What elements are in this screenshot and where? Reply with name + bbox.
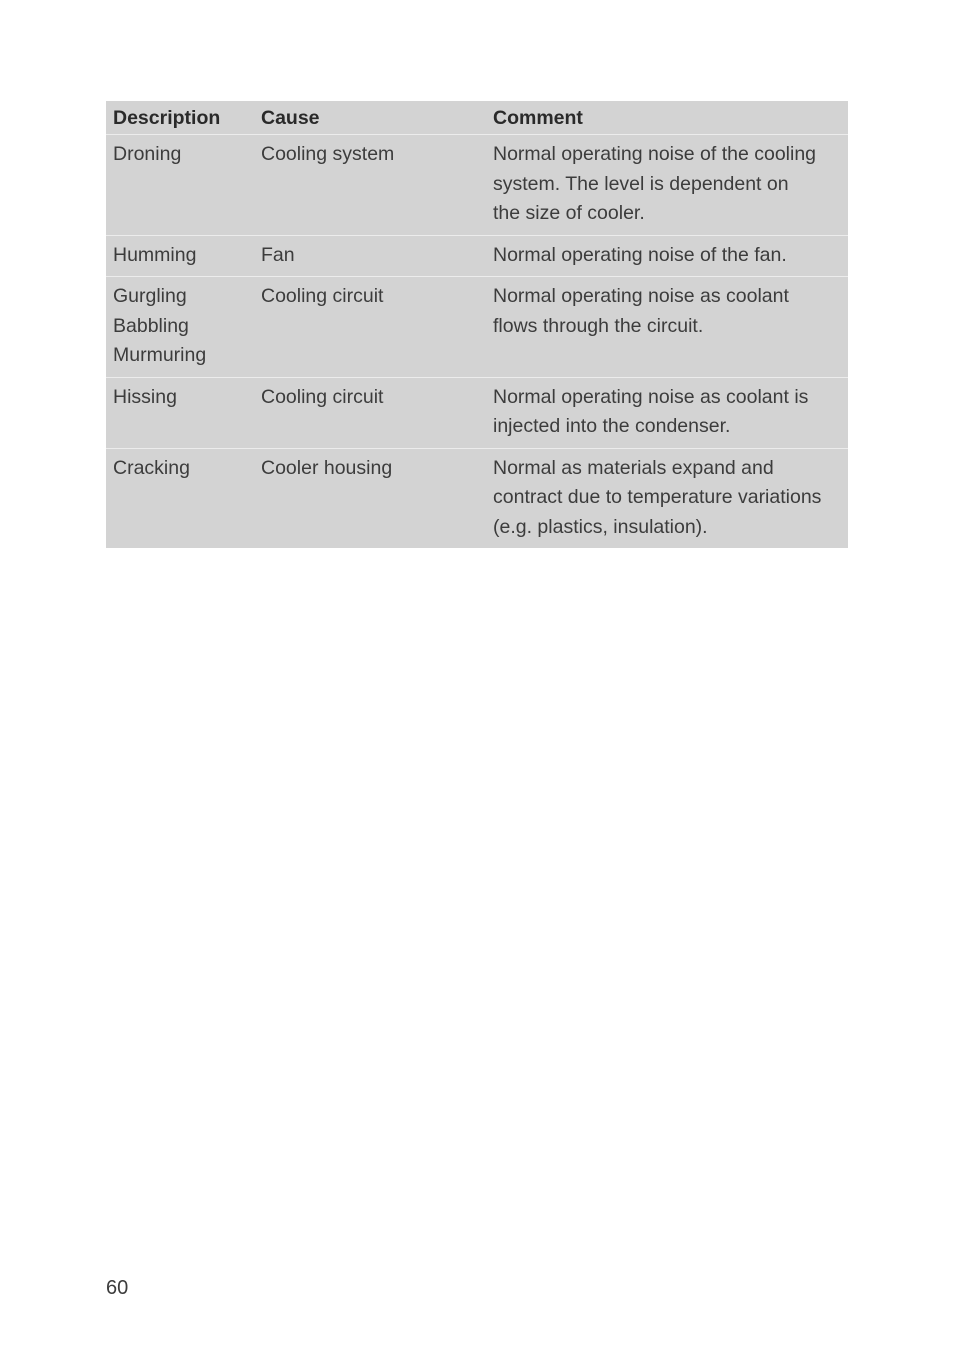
noise-table	[106, 101, 848, 548]
comment-line: injected into the condenser.	[493, 415, 731, 437]
comment-cell	[486, 448, 848, 548]
table-row	[106, 377, 848, 448]
description-line: Droning	[113, 143, 182, 165]
cause-cell: Cooling circuit	[254, 377, 486, 448]
description-line: Cracking	[113, 456, 190, 479]
table-row	[106, 135, 848, 236]
comment-line: (e.g. plastics, insulation).	[493, 515, 708, 538]
table-header-row	[106, 101, 848, 135]
header-comment: Comment	[486, 101, 848, 135]
description-cell	[106, 277, 254, 378]
header-cause: Cause	[254, 101, 486, 135]
description-line: Hissing	[113, 385, 177, 408]
header-description: Description	[106, 101, 254, 135]
cause-cell: Cooler housing	[261, 456, 393, 479]
comment-line: system. The level is dependent on	[493, 172, 789, 195]
comment-line: Normal operating noise as coolant is	[493, 385, 809, 408]
table-row	[106, 448, 848, 548]
cause-cell: Fan	[254, 235, 486, 277]
description-line: Humming	[113, 243, 197, 266]
description-cell	[106, 135, 254, 236]
comment-line: Normal operating noise of the cooling	[493, 143, 817, 165]
page-number: 60	[106, 1277, 129, 1299]
table-row	[106, 277, 848, 378]
comment-line: the size of cooler.	[493, 202, 645, 224]
description-line: Gurgling	[113, 285, 187, 307]
comment-line: Normal operating noise of the fan.	[493, 243, 787, 266]
description-cell	[106, 448, 254, 548]
cause-cell: Cooling circuit	[254, 277, 486, 378]
table-row	[106, 235, 848, 277]
description-cell	[106, 377, 254, 448]
description-line: Babbling	[113, 314, 189, 337]
description-cell	[106, 235, 254, 277]
description-line: Murmuring	[113, 344, 207, 366]
comment-line: Normal as materials expand and	[493, 456, 774, 479]
comment-line: Normal operating noise as coolant	[493, 285, 789, 307]
comment-cell	[486, 277, 848, 378]
comment-line: flows through the circuit.	[493, 314, 704, 337]
comment-cell	[486, 135, 848, 236]
comment-cell	[486, 377, 848, 448]
comment-line: contract due to temperature variations	[493, 486, 822, 508]
comment-cell	[486, 235, 848, 277]
cause-cell: Cooling system	[254, 135, 486, 236]
